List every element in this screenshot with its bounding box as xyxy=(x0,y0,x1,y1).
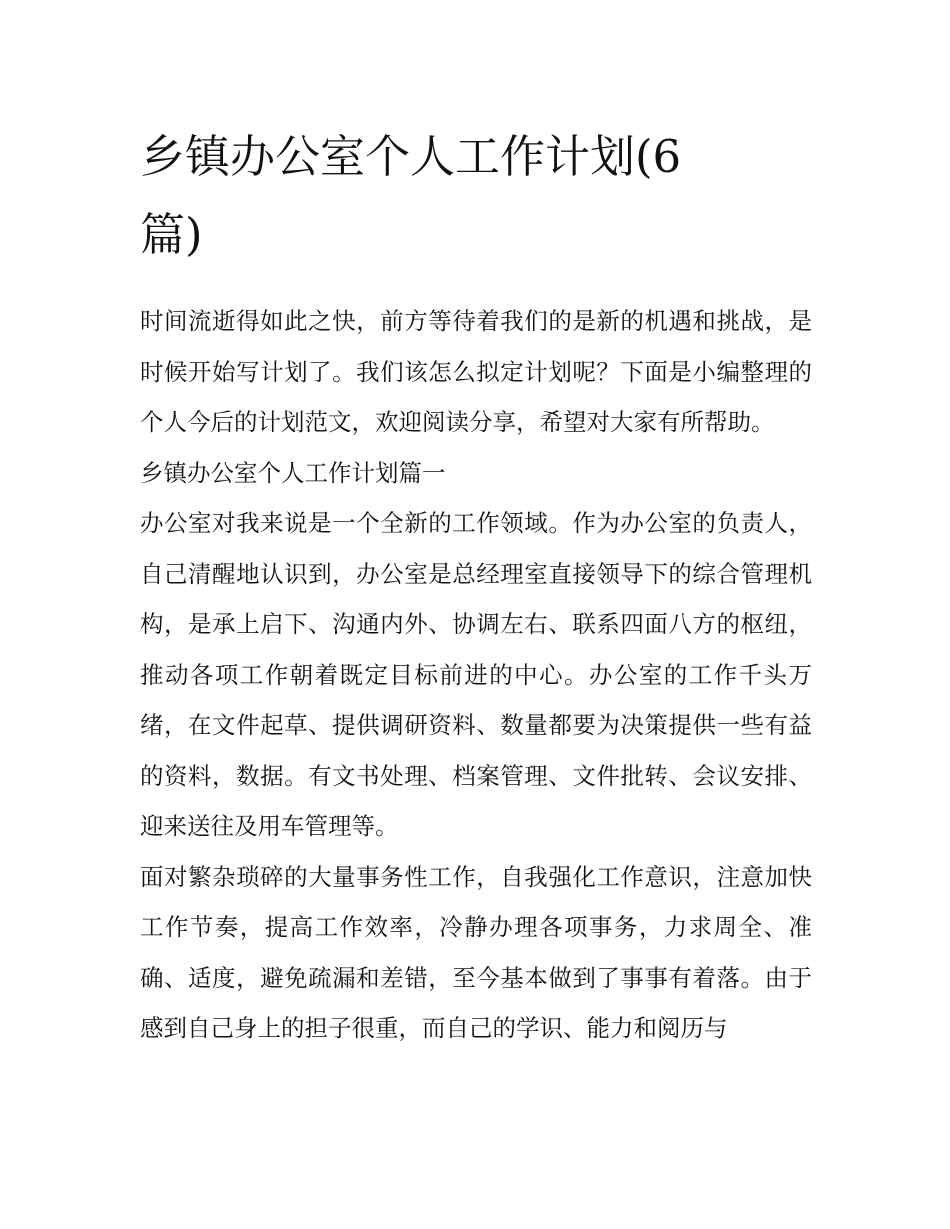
section-heading: 乡镇办公室个人工作计划篇一 xyxy=(140,458,446,487)
body-paragraph-2: 面对繁杂琐碎的大量事务性工作，自我强化工作意识，注意加快工作节奏，提高工作效率，冷静办理各项事务，力求周全、准确、适度，避免疏漏和差错，至今基本做到了事事有着落。由于感到自己身上的担子很重，而自己的学识、能力和阅历与 xyxy=(140,862,812,1042)
body-paragraph-1: 办公室对我来说是一个全新的工作领域。作为办公室的负责人，自己清醒地认识到，办公室是总经理室直接领导下的综合管理机构，是承上启下、沟通内外、协调左右、联系四面八方的枢纽，推动各项工作朝着既定目标前进的中心。办公室的工作千头万绪，在文件起草、提供调研资料、数量都要为决策提供一些有益的资料，数据。有文书处理、档案管理、文件批转、会议安排、迎来送往及用车管理等。 xyxy=(140,509,812,840)
document-content xyxy=(140,118,812,1054)
intro-paragraph: 时间流逝得如此之快，前方等待着我们的是新的机遇和挑战，是时候开始写计划了。我们该怎么拟定计划呢？下面是小编整理的个人今后的计划范文，欢迎阅读分享，希望对大家有所帮助。 xyxy=(140,307,812,436)
document-title: 乡镇办公室个人工作计划(6篇) xyxy=(140,130,682,261)
